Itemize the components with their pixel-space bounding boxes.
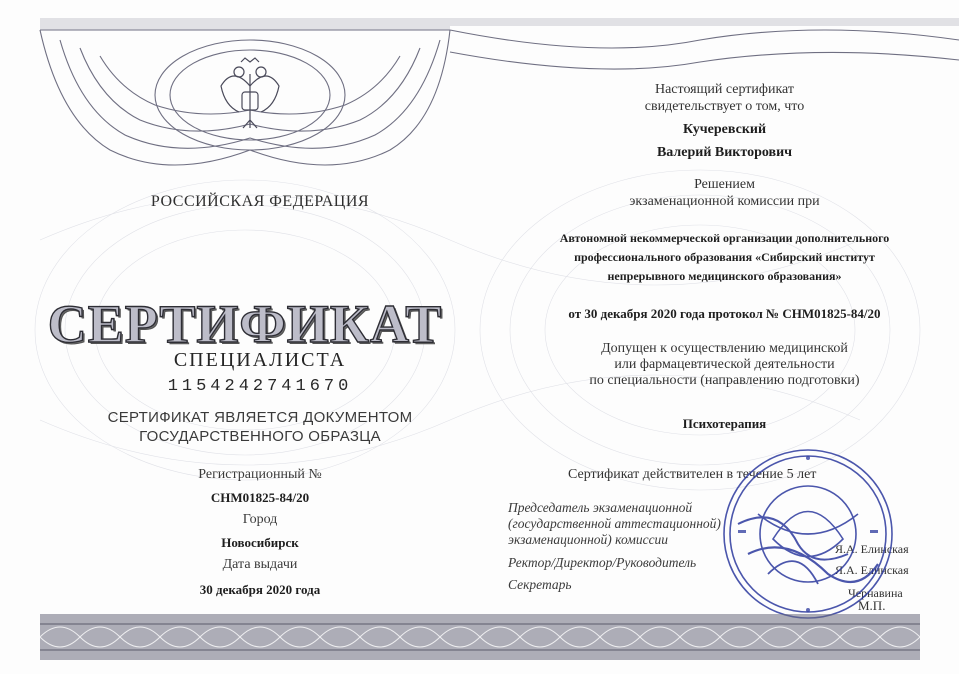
organization-line2: профессионального образования «Сибирский институт	[574, 250, 875, 264]
secretary-label: Секретарь	[508, 577, 572, 592]
official-statement	[60, 408, 460, 446]
city-value: Новосибирск	[221, 535, 299, 550]
decision-line2: экзаменационной комиссии при	[629, 194, 820, 209]
decision-line1: Решением	[694, 177, 755, 192]
institution-seal-icon	[718, 444, 898, 624]
official-statement-line2: ГОСУДАРСТВЕННОГО ОБРАЗЦА	[139, 428, 381, 445]
certificate-subtitle: СПЕЦИАЛИСТА	[173, 349, 347, 371]
chairman-signature-name: Я.А. Елинская	[835, 542, 909, 556]
intro-line1: Настоящий сертификат	[654, 82, 795, 97]
organization-line3: непрерывного медицинского образования»	[607, 269, 842, 283]
federation-heading: РОССИЙСКАЯ ФЕДЕРАЦИЯ	[150, 193, 370, 210]
chairman-label-line2: (государственной аттестационной)	[508, 516, 721, 531]
speciality-value: Психотерапия	[682, 416, 767, 431]
chairman-label-line1: Председатель экзаменационной	[508, 500, 693, 515]
seal-place-label: М.П.	[858, 598, 886, 613]
chairman-label-line3: экзаменационной) комиссии	[508, 532, 669, 547]
holder-surname: Кучеревский	[682, 122, 767, 137]
certificate-number: 1154242741670	[167, 377, 353, 396]
bottom-ornament-border	[0, 612, 959, 662]
protocol-line: от 30 декабря 2020 года протокол № СНМ01825-84/20	[568, 306, 881, 321]
holder-name: Валерий Викторович	[656, 145, 793, 160]
registration-label: Регистрационный №	[198, 467, 322, 482]
admission-line1: Допущен к осуществлению медицинской	[601, 341, 848, 356]
rector-label: Ректор/Директор/Руководитель	[508, 555, 697, 570]
organization-line1: Автономной некоммерческой организации дополнительного	[559, 231, 890, 245]
intro-line2: свидетельствует о том, что	[644, 99, 805, 114]
issue-date-value: 30 декабря 2020 года	[199, 582, 321, 597]
city-label: Город	[242, 512, 278, 527]
secretary-signature-name: Чернавина	[848, 586, 903, 600]
rector-signature-name: Я.А. Елинская	[835, 563, 909, 577]
certificate-title: СЕРТИФИКАТ	[47, 294, 443, 354]
validity-text: Сертификат действителен в течение 5 лет	[568, 467, 817, 482]
admission-line3: по специальности (направлению подготовки)	[589, 373, 860, 388]
issue-date-label: Дата выдачи	[222, 557, 298, 572]
official-statement-line1: СЕРТИФИКАТ ЯВЛЯЕТСЯ ДОКУМЕНТОМ	[107, 409, 413, 426]
admission-line2: или фармацевтической деятельности	[614, 357, 835, 372]
registration-number: СНМ01825-84/20	[210, 490, 310, 505]
